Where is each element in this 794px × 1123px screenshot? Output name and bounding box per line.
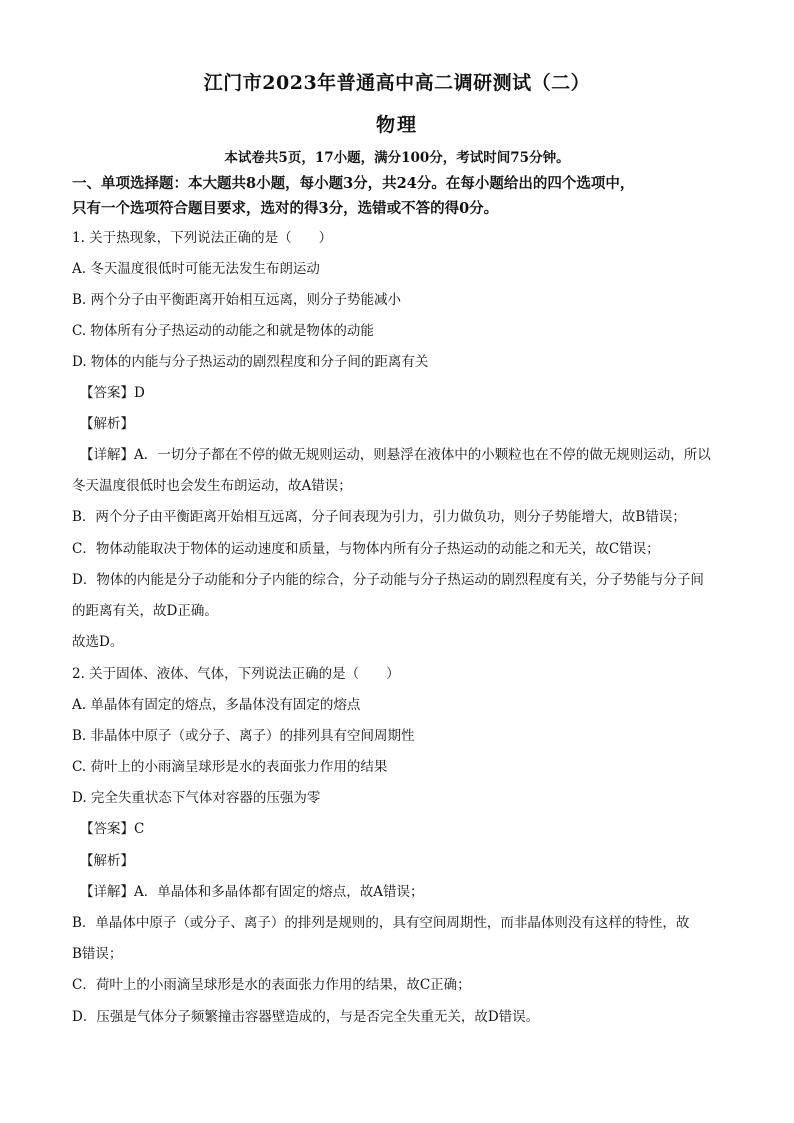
q1-stem: 1. 关于热现象，下列说法正确的是（ ）: [72, 230, 333, 246]
exam-subject: 物理: [375, 114, 418, 136]
q2-detail-line5: D．压强是气体分子频繁撞击容器壁造成的，与是否完全失重无关，故D错误。: [72, 1009, 540, 1025]
q2-detail-line2: B．单晶体中原子（或分子、离子）的排列是规则的，具有空间周期性，而非晶体则没有这样的特性，故: [72, 915, 690, 931]
q1-detail-line6: 的距离有关，故D正确。: [72, 603, 218, 619]
q1-detail-line4: C．物体动能取决于物体的运动速度和质量，与物体内所有分子热运动的动能之和无关，故C错误；: [72, 541, 660, 557]
q1-detail-line5: D．物体的内能是分子动能和分子内能的综合，分子动能与分子热运动的剧烈程度有关，分子势能与分子间: [72, 572, 704, 588]
q1-detail-line1: 【详解】A．一切分子都在不停的做无规则运动，则悬浮在液体中的小颗粒也在不停的做无规则运动，所以: [80, 447, 711, 463]
exam-note: 本试卷共5页，17小题，满分100分，考试时间75分钟。: [224, 150, 570, 166]
q1-conclusion: 故选D。: [72, 634, 124, 650]
q1-analysis-label: 【解析】: [80, 416, 134, 432]
q2-detail-line3: B错误；: [72, 946, 123, 962]
q1-option-c: C. 物体所有分子热运动的动能之和就是物体的动能: [72, 323, 374, 339]
q2-detail-line4: C．荷叶上的小雨滴呈球形是水的表面张力作用的结果，故C正确；: [72, 977, 471, 993]
exam-title: 江门市2023年普通高中高二调研测试（二）: [203, 72, 591, 94]
q2-option-c: C. 荷叶上的小雨滴呈球形是水的表面张力作用的结果: [72, 759, 388, 775]
q1-detail-line3: B．两个分子由平衡距离开始相互远离，分子间表现为引力，引力做负功，则分子势能增大，故B错误；: [72, 509, 686, 525]
q1-option-a: A. 冬天温度很低时可能无法发生布朗运动: [72, 261, 320, 277]
section-heading-line1: 一、单项选择题：本大题共8小题，每小题3分，共24分。在每小题给出的四个选项中，: [72, 175, 635, 192]
q2-option-d: D. 完全失重状态下气体对容器的压强为零: [72, 790, 321, 806]
q2-stem: 2. 关于固体、液体、气体，下列说法正确的是（ ）: [72, 666, 400, 682]
q2-detail-line1: 【详解】A．单晶体和多晶体都有固定的熔点，故A错误；: [80, 884, 424, 900]
q2-answer: 【答案】C: [80, 821, 145, 837]
q2-option-b: B. 非晶体中原子（或分子、离子）的排列具有空间周期性: [72, 728, 415, 744]
q1-option-b: B. 两个分子由平衡距离开始相互远离，则分子势能减小: [72, 292, 402, 308]
q2-analysis-label: 【解析】: [80, 853, 134, 869]
q2-option-a: A. 单晶体有固定的熔点，多晶体没有固定的熔点: [72, 697, 361, 713]
q1-option-d: D. 物体的内能与分子热运动的剧烈程度和分子间的距离有关: [72, 354, 429, 370]
q1-answer: 【答案】D: [80, 385, 145, 401]
q1-detail-line2: 冬天温度很低时也会发生布朗运动，故A错误；: [72, 478, 352, 494]
section-heading-line2: 只有一个选项符合题目要求，选对的得3分，选错或不答的得0分。: [72, 200, 499, 217]
